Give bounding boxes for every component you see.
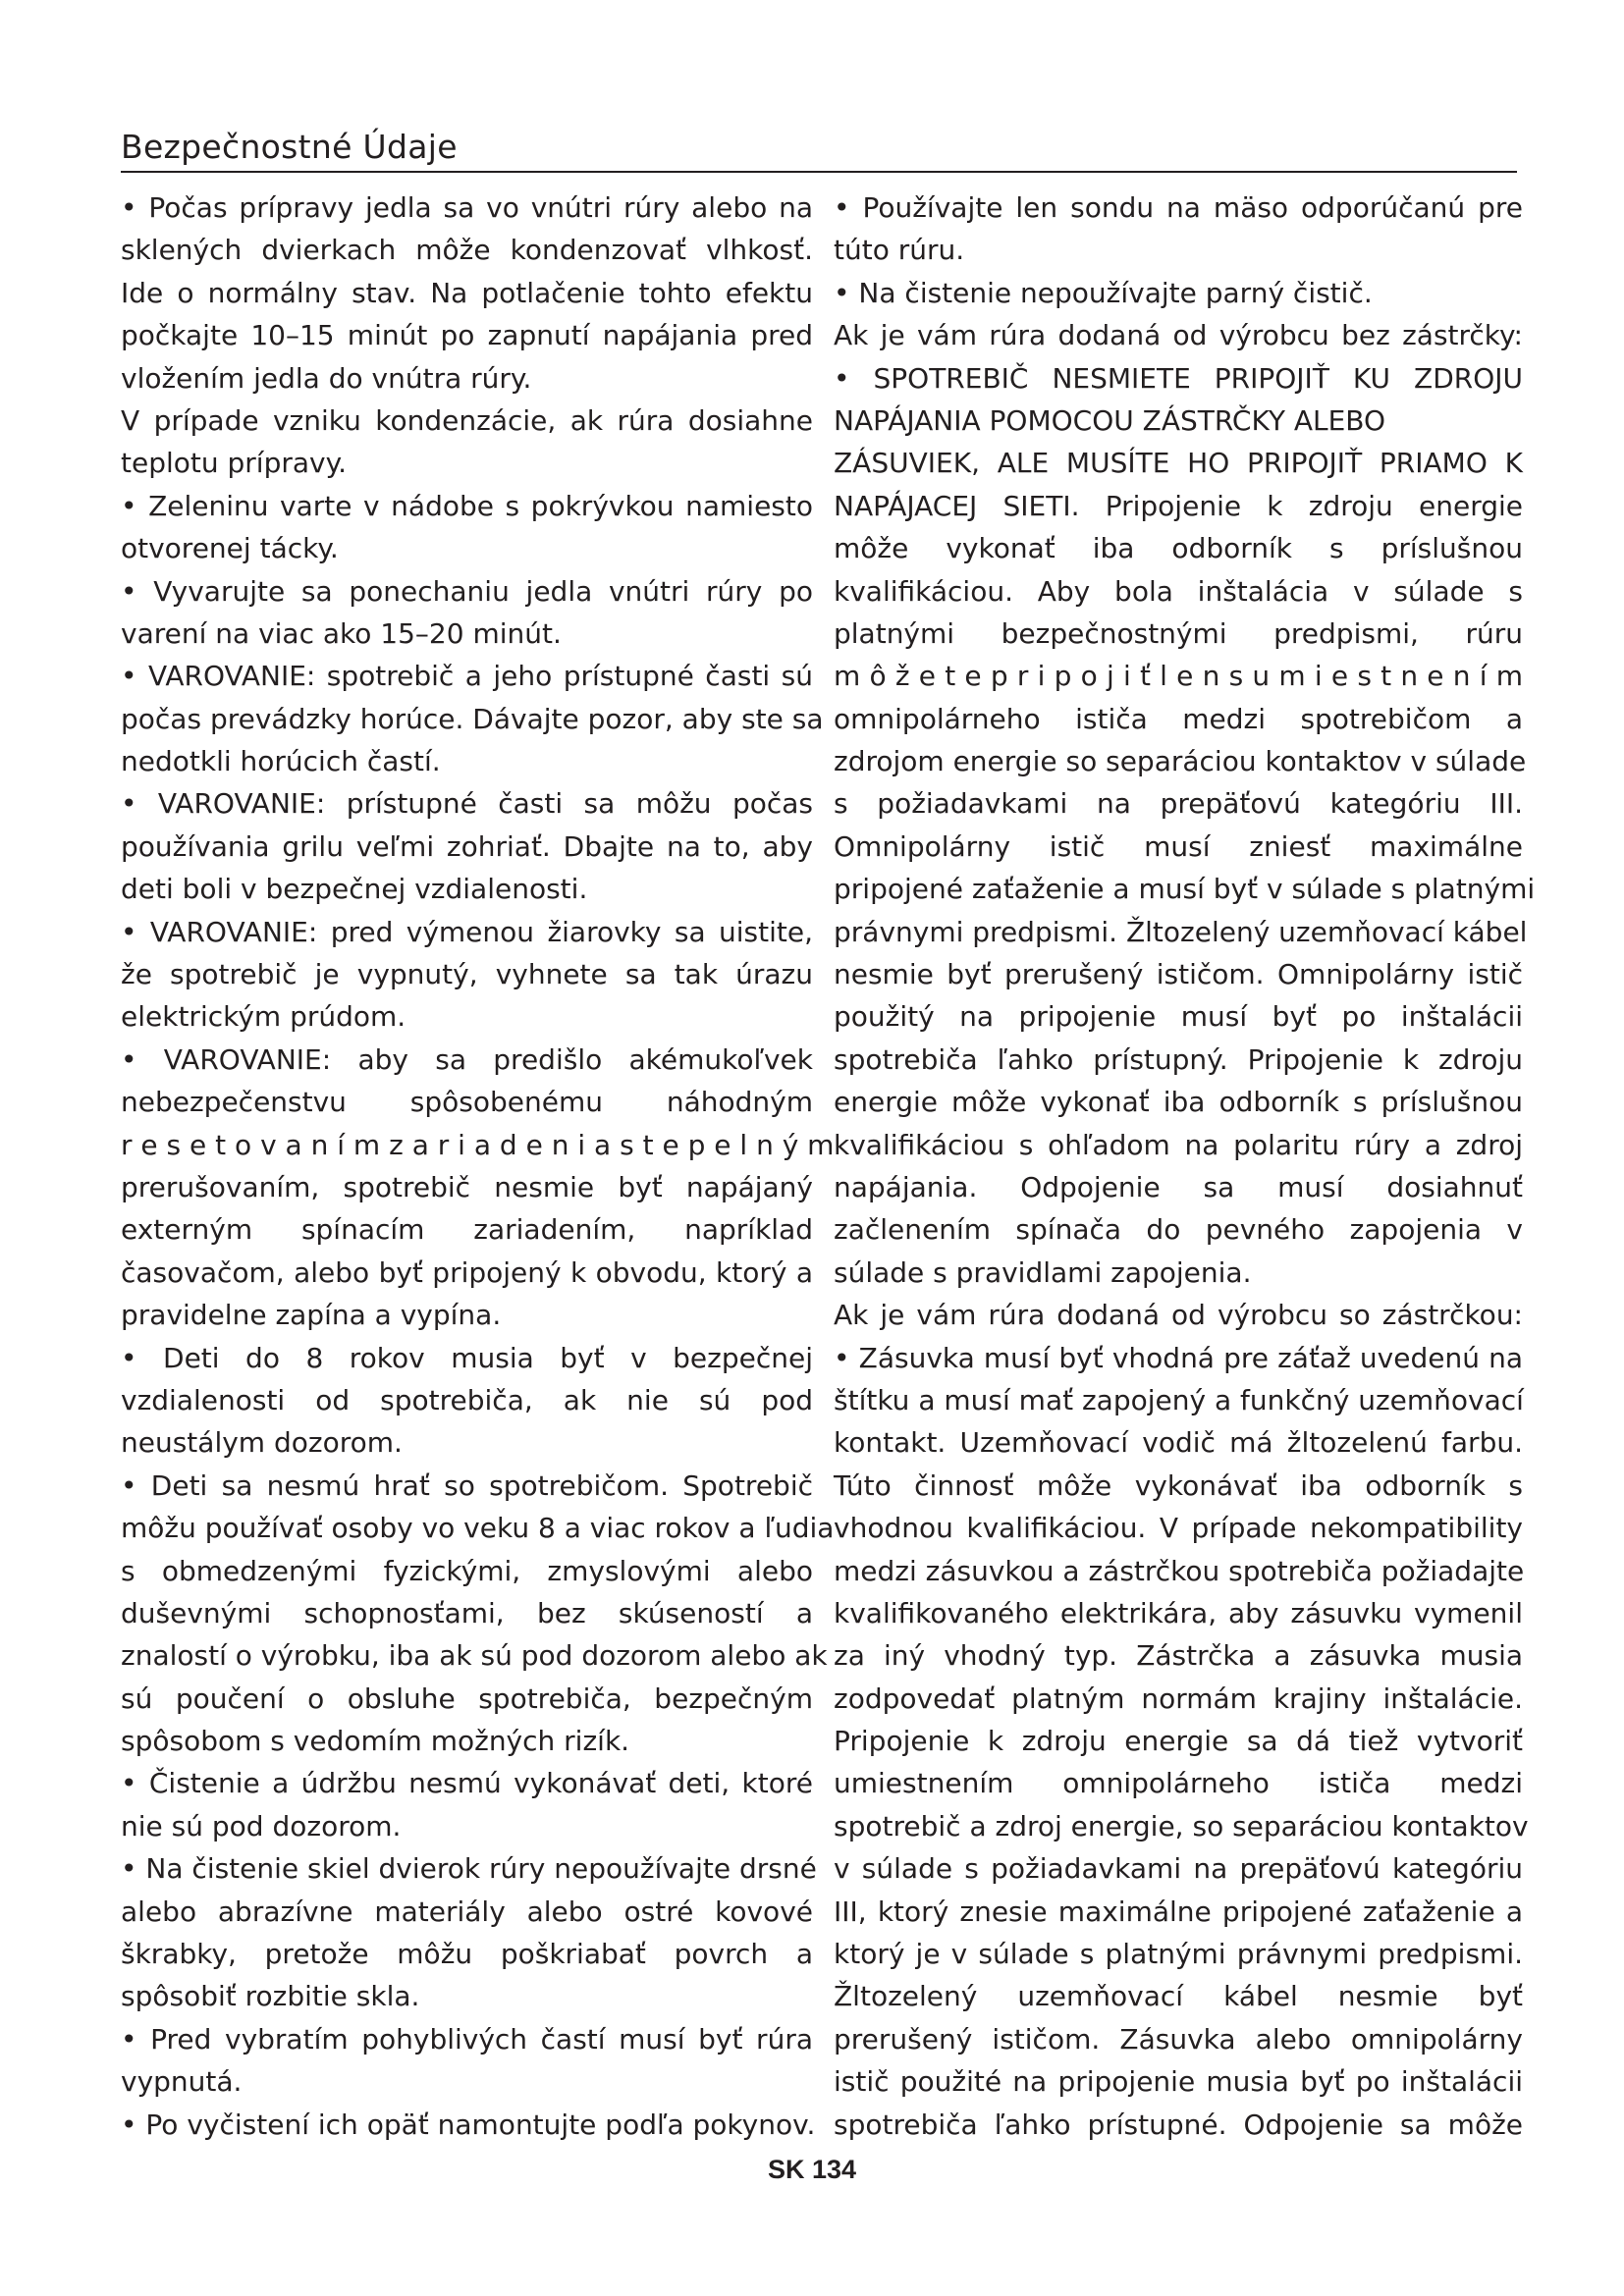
text-line: znalostí o výrobku, iba ak sú pod dozorom alebo ak bbox=[121, 1639, 828, 1673]
text-line: spotrebič a zdroj energie, so separáciou kontaktov bbox=[834, 1809, 1529, 1842]
text-line: s obmedzenými fyzickými, zmyslovými alebo bbox=[121, 1554, 813, 1587]
text-line: pripojené zaťaženie a musí byť v súlade s platnými bbox=[834, 873, 1536, 906]
text-line: že spotrebič je vypnutý, vyhnete sa tak úrazu bbox=[121, 958, 813, 991]
text-line: • Zeleninu varte v nádobe s pokrývkou namiesto bbox=[121, 489, 813, 522]
text-line: otvorenej tácky. bbox=[121, 532, 339, 565]
text-line: Omnipolárny istič musí zniesť maximálne bbox=[834, 829, 1523, 863]
text-line: ktorý je v súlade s platnými právnymi predpismi. bbox=[834, 1938, 1523, 1971]
text-line: m ô ž e t e p r i p o j i ť l e n s u m i e s t n e n í m bbox=[834, 660, 1523, 693]
text-line: alebo abrazívne materiály alebo ostré kovové bbox=[121, 1895, 813, 1928]
text-line: spôsobiť rozbitie skla. bbox=[121, 1980, 420, 2013]
text-line: III, ktorý znesie maximálne pripojené zaťaženie a bbox=[834, 1895, 1523, 1928]
text-line: môžu používať osoby vo veku 8 a viac rokov a ľudia bbox=[121, 1512, 835, 1545]
text-line: vzdialenosti od spotrebiča, ak nie sú pod bbox=[121, 1383, 813, 1416]
text-line: škrabky, pretože môžu poškriabať povrch a bbox=[121, 1938, 813, 1971]
text-line: môže vykonať iba odborník s príslušnou bbox=[834, 532, 1523, 565]
text-line: vhodnou kvalifikáciou. V prípade nekompatibility bbox=[834, 1512, 1523, 1545]
text-line: spotrebiča ľahko prístupný. Pripojenie k zdroju bbox=[834, 1042, 1523, 1076]
text-line: Túto činnosť môže vykonávať iba odborník s bbox=[834, 1468, 1523, 1502]
text-line: energie môže vykonať iba odborník s príslušnou bbox=[834, 1086, 1523, 1119]
text-line: Ak je vám rúra dodaná od výrobcu bez zástrčky: bbox=[834, 319, 1523, 352]
text-line: nebezpečenstvu spôsobenému náhodným bbox=[121, 1086, 813, 1119]
text-line: duševnými schopnosťami, bez skúseností a bbox=[121, 1596, 813, 1629]
text-line: neustálym dozorom. bbox=[121, 1426, 403, 1460]
text-line: • Vyvarujte sa ponechaniu jedla vnútri rúry po bbox=[121, 574, 813, 608]
text-line: Ide o normálny stav. Na potlačenie tohto efektu bbox=[121, 276, 813, 309]
text-line: spôsobom s vedomím možných rizík. bbox=[121, 1725, 630, 1758]
text-line: kvalifikáciou s ohľadom na polaritu rúry a zdroj bbox=[834, 1128, 1523, 1161]
text-line: • Po vyčistení ich opäť namontujte podľa pokynov. bbox=[121, 2108, 816, 2141]
text-line: V prípade vzniku kondenzácie, ak rúra dosiahne bbox=[121, 403, 813, 437]
text-line: za iný vhodný typ. Zástrčka a zásuvka musia bbox=[834, 1639, 1523, 1673]
text-line: • VAROVANIE: spotrebič a jeho prístupné časti sú bbox=[121, 660, 813, 693]
text-line: nesmie byť prerušený ističom. Omnipolárny istič bbox=[834, 958, 1523, 991]
text-line: Pripojenie k zdroju energie sa dá tiež vytvoriť bbox=[834, 1725, 1523, 1758]
text-line: vložením jedla do vnútra rúry. bbox=[121, 361, 532, 395]
text-line: štítku a musí mať zapojený a funkčný uzemňovací bbox=[834, 1383, 1524, 1416]
page-title: Bezpečnostné Údaje bbox=[121, 128, 458, 166]
text-line: napájania. Odpojenie sa musí dosiahnuť bbox=[834, 1170, 1523, 1203]
text-line: istič použité na pripojenie musia byť po inštalácii bbox=[834, 2065, 1523, 2099]
text-line: právnymi predpismi. Žltozelený uzemňovací kábel bbox=[834, 915, 1528, 948]
text-line: kvalifikáciou. Aby bola inštalácia v súlade s bbox=[834, 574, 1523, 608]
text-line: • VAROVANIE: pred výmenou žiarovky sa uistite, bbox=[121, 915, 813, 948]
text-line: zdrojom energie so separáciou kontaktov v súlade bbox=[834, 745, 1527, 778]
page-number: SK 134 bbox=[767, 2155, 857, 2184]
text-line: Žltozelený uzemňovací kábel nesmie byť bbox=[834, 1980, 1523, 2013]
text-line: medzi zásuvkou a zástrčkou spotrebiča požiadajte bbox=[834, 1554, 1525, 1587]
text-line: kvalifikovaného elektrikára, aby zásuvku vymenil bbox=[834, 1596, 1523, 1629]
text-line: • Zásuvka musí byť vhodná pre záťaž uvedenú na bbox=[834, 1341, 1523, 1374]
text-line: počkajte 10–15 minút po zapnutí napájania pred bbox=[121, 319, 813, 352]
text-line: • VAROVANIE: aby sa predišlo akémukoľvek bbox=[121, 1042, 813, 1076]
text-line: varení na viac ako 15–20 minút. bbox=[121, 616, 562, 650]
right-text-column bbox=[834, 187, 1536, 2146]
text-line: prerušený ističom. Zásuvka alebo omnipolárny bbox=[834, 2022, 1523, 2056]
text-line: časovačom, alebo byť pripojený k obvodu, ktorý a bbox=[121, 1255, 813, 1289]
text-line: zodpovedať platným normám krajiny inštalácie. bbox=[834, 1682, 1523, 1715]
text-line: súlade s pravidlami zapojenia. bbox=[834, 1255, 1252, 1289]
text-line: nie sú pod dozorom. bbox=[121, 1809, 402, 1842]
text-line: počas prevádzky horúce. Dávajte pozor, aby ste sa bbox=[121, 702, 824, 735]
text-line: NAPÁJACEJ SIETI. Pripojenie k zdroju energie bbox=[834, 489, 1523, 522]
text-line: sú poučení o obsluhe spotrebiča, bezpečným bbox=[121, 1682, 813, 1715]
text-line: • Na čistenie nepoužívajte parný čistič. bbox=[834, 276, 1373, 309]
text-line: prerušovaním, spotrebič nesmie byť napájaný bbox=[121, 1170, 813, 1203]
text-line: ZÁSUVIEK, ALE MUSÍTE HO PRIPOJIŤ PRIAMO K bbox=[834, 447, 1523, 480]
text-line: externým spínacím zariadením, napríklad bbox=[121, 1213, 813, 1247]
text-line: elektrickým prúdom. bbox=[121, 1000, 406, 1034]
text-line: sklených dvierkach môže kondenzovať vlhkosť. bbox=[121, 234, 813, 267]
text-line: kontakt. Uzemňovací vodič má žltozelenú farbu. bbox=[834, 1426, 1523, 1460]
page-header bbox=[121, 126, 1517, 173]
text-line: nedotkli horúcich častí. bbox=[121, 745, 441, 778]
text-line: používania grilu veľmi zohriať. Dbajte na to, aby bbox=[121, 829, 813, 863]
text-line: • Počas prípravy jedla sa vo vnútri rúry alebo na bbox=[121, 191, 813, 224]
text-line: r e s e t o v a n í m z a r i a d e n i a s t e p e l n ý m bbox=[121, 1128, 835, 1161]
text-line: • Čistenie a údržbu nesmú vykonávať deti, ktoré bbox=[121, 1767, 813, 1800]
text-line: omnipolárneho ističa medzi spotrebičom a bbox=[834, 702, 1523, 735]
text-line: • VAROVANIE: prístupné časti sa môžu počas bbox=[121, 787, 813, 821]
text-line: začlenením spínača do pevného zapojenia v bbox=[834, 1213, 1523, 1247]
text-line: použitý na pripojenie musí byť po inštalácii bbox=[834, 1000, 1523, 1034]
text-line: • Pred vybratím pohyblivých častí musí byť rúra bbox=[121, 2022, 813, 2056]
text-line: deti boli v bezpečnej vzdialenosti. bbox=[121, 873, 588, 906]
text-line: • SPOTREBIČ NESMIETE PRIPOJIŤ KU ZDROJU bbox=[834, 361, 1523, 395]
text-line: pravidelne zapína a vypína. bbox=[121, 1299, 502, 1332]
left-text-column bbox=[121, 187, 835, 2146]
text-line: Ak je vám rúra dodaná od výrobcu so zástrčkou: bbox=[834, 1299, 1523, 1332]
text-line: vypnutá. bbox=[121, 2065, 243, 2099]
text-line: platnými bezpečnostnými predpismi, rúru bbox=[834, 616, 1523, 650]
text-line: túto rúru. bbox=[834, 234, 965, 267]
text-line: • Na čistenie skiel dvierok rúry nepoužívajte drsné bbox=[121, 1852, 817, 1886]
text-line: v súlade s požiadavkami na prepäťovú kategóriu bbox=[834, 1852, 1523, 1886]
text-line: NAPÁJANIA POMOCOU ZÁSTRČKY ALEBO bbox=[834, 403, 1386, 437]
text-line: s požiadavkami na prepäťovú kategóriu III. bbox=[834, 787, 1523, 821]
text-line: umiestnením omnipolárneho ističa medzi bbox=[834, 1767, 1523, 1800]
text-line: spotrebiča ľahko prístupné. Odpojenie sa môže bbox=[834, 2108, 1523, 2141]
text-line: • Používajte len sondu na mäso odporúčanú pre bbox=[834, 191, 1523, 224]
text-line: • Deti do 8 rokov musia byť v bezpečnej bbox=[121, 1341, 813, 1374]
text-line: • Deti sa nesmú hrať so spotrebičom. Spotrebič bbox=[121, 1468, 813, 1502]
text-line: teplotu prípravy. bbox=[121, 447, 348, 480]
